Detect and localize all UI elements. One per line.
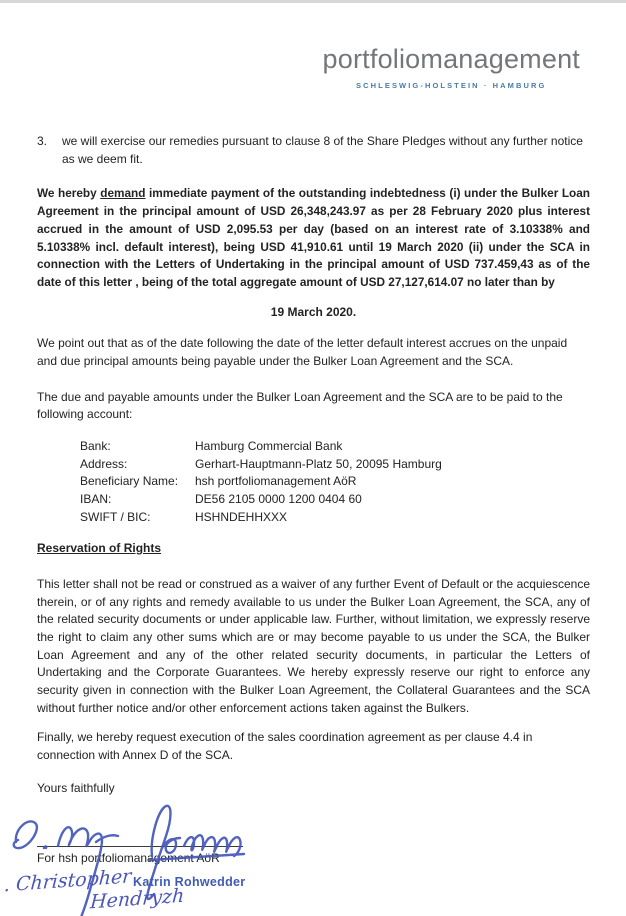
paragraph-finally: Finally, we hereby request execution of the sales coordination agreement as per clause 4.4 in connection with Annex D of the SCA. bbox=[37, 730, 533, 763]
reservation-of-rights-heading: Reservation of Rights bbox=[37, 541, 162, 556]
bank-row-iban bbox=[80, 491, 590, 509]
closing-block bbox=[3, 780, 590, 916]
letter-body bbox=[0, 133, 626, 916]
logo-subtitle: SCHLESWIG-HOLSTEIN · HAMBURG bbox=[356, 81, 547, 90]
item-text: we will exercise our remedies pursuant to clause 8 of the Share Pledges without any further notice as we deem fit. bbox=[62, 134, 583, 166]
demand-rest: immediate payment of the outstanding indebtedness (i) under the Bulker Loan Agreement in the principal amount of USD 26,348,243.97 as per 28 February 2020 plus interest accrued in the amount of USD 2,095.53 per day (based on an interest rate of 3.10338% and 5.10338% incl. default interest), being USD 41,910.61 until 19 March 2020 (ii) under the SCA in connection with the Letters of Undertaking in the principal amount of USD 737.459,43 as of the date of this letter , being of the total aggregate amount of USD 27,127,614.07 no later than by bbox=[37, 186, 590, 289]
salutation: Yours faithfully bbox=[37, 780, 115, 795]
paragraph-due-payable: The due and payable amounts under the Bulker Loan Agreement and the SCA are to be paid to the following account: bbox=[37, 389, 563, 422]
signer-names-row bbox=[3, 865, 590, 916]
item-number: 3. bbox=[37, 134, 48, 148]
paragraph-point-out: We point out that as of the date following the date of the letter default interest accrues on the unpaid and due principal amounts being payable under the Bulker Loan Agreement and the SCA. bbox=[37, 336, 568, 369]
bank-label: Bank: bbox=[80, 439, 111, 454]
bank-value: hsh portfoliomanagement AöR bbox=[195, 474, 357, 489]
bank-details bbox=[80, 438, 590, 526]
bank-label: SWIFT / BIC: bbox=[80, 509, 151, 524]
scan-edge-line bbox=[0, 0, 626, 3]
bank-label: Beneficiary Name: bbox=[80, 474, 179, 489]
bank-value: HSHNDEHHXXX bbox=[195, 509, 288, 524]
demand-lead: We hereby bbox=[37, 186, 101, 201]
bank-row-address bbox=[80, 456, 590, 474]
signature-rule bbox=[37, 846, 243, 847]
company-logo bbox=[323, 44, 580, 95]
bank-label: Address: bbox=[80, 456, 128, 471]
bank-row-bank bbox=[80, 438, 590, 456]
for-company-line: For hsh portfoliomanagement AöR bbox=[37, 850, 220, 865]
deadline-date: 19 March 2020. bbox=[270, 304, 357, 319]
bank-row-swift bbox=[80, 509, 590, 527]
handwritten-name-line2: Hendryzh bbox=[89, 884, 186, 914]
bank-value: DE56 2105 0000 1200 0404 60 bbox=[195, 491, 362, 506]
typed-signer-name: Katrin Rohwedder bbox=[133, 875, 246, 890]
reservation-of-rights-body: This letter shall not be read or construed as a waiver of any further Event of Default or the acquiescence therein, or of any rights and remedy available to us under the Bulker Loan Agreement, the SCA, any of the related security documents or under applicable law. Further, without limitation, we expressly reserve the right to claim any other sums which are or may become payable to us under the SCA, the Bulker Loan Agreement and any of the other related security documents, in particular the Letters of Undertaking and the Corporate Guarantees. We hereby expressly reserve our right to enforce any security given in connection with the Bulker Loan Agreement, the Collateral Guarantees and the SCA without further notice and/or other enforcement actions taken against the Bulkers. bbox=[37, 576, 590, 715]
demand-paragraph bbox=[37, 185, 590, 291]
numbered-item-3 bbox=[37, 133, 590, 168]
bank-label: IBAN: bbox=[80, 491, 112, 506]
logo-wordmark: portfoliomanagement bbox=[322, 44, 580, 74]
signature-space bbox=[37, 798, 590, 846]
bank-value: Gerhart-Hauptmann-Platz 50, 20095 Hamburg bbox=[195, 456, 442, 471]
bank-row-beneficiary bbox=[80, 473, 590, 491]
demand-underlined-word: demand bbox=[100, 186, 146, 201]
bank-value: Hamburg Commercial Bank bbox=[195, 439, 343, 454]
handwritten-name-line1: . Christopher bbox=[3, 865, 133, 897]
